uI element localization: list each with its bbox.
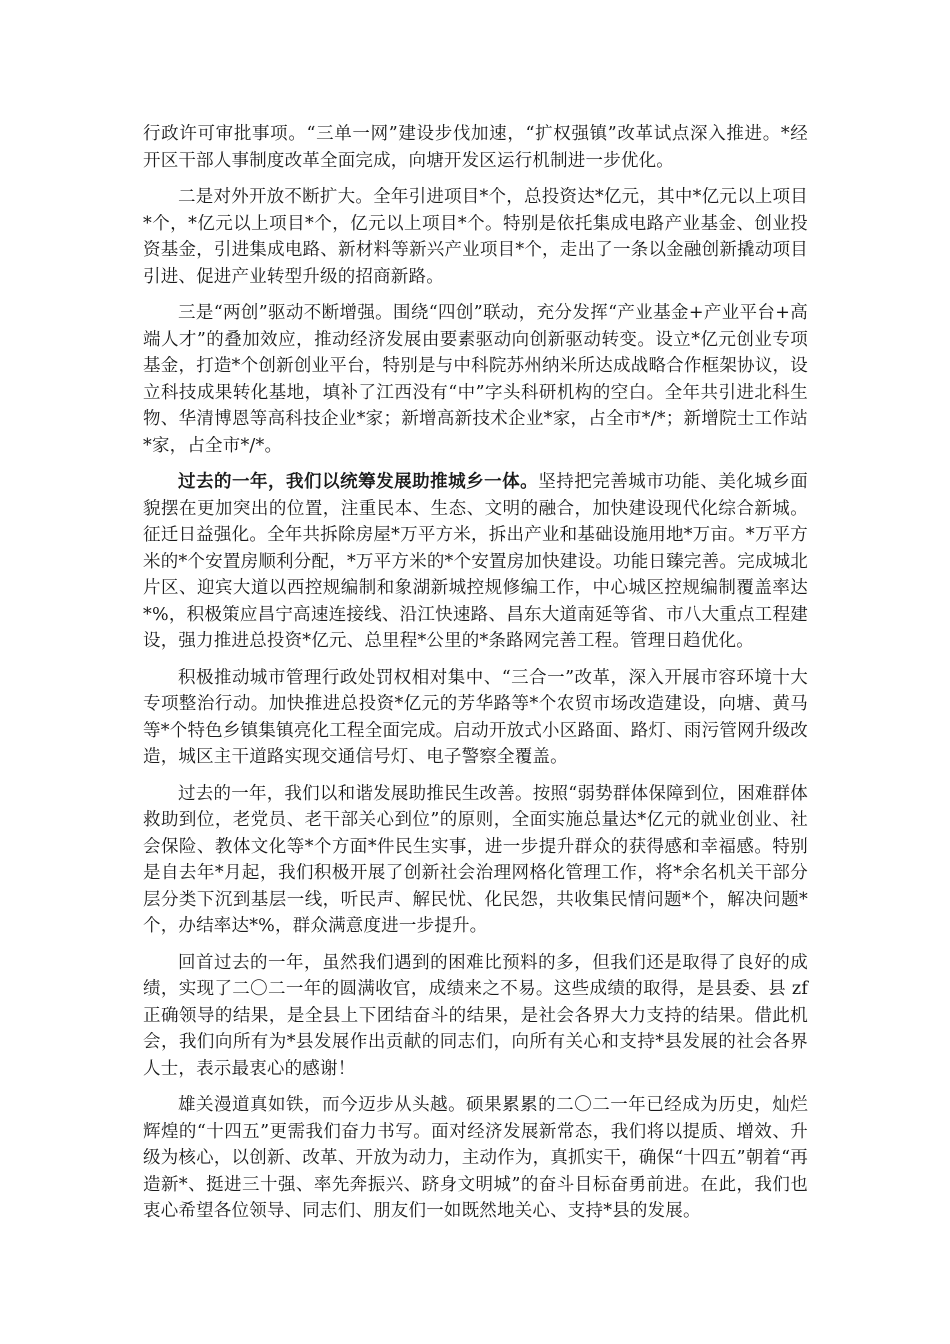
- paragraph-8: [143, 1092, 808, 1225]
- paragraph-text: 雄关漫道真如铁，而今迈步从头越。硕果累累的二〇二一年已经成为历史，灿烂辉煌的“十四五”更需我们奋力书写。面对经济发展新常态，我们将以提质、增效、升级为核心，以创新、改革、开放为动力，主动作为，真抓实干，确保“十四五”朝着“再造新*、挺进三十强、率先奔振兴、跻身文明城”的奋斗目标奋勇前进。在此，我们也衷心希望各位领导、同志们、朋友们一如既然地关心、支持*县的发展。: [143, 1095, 808, 1221]
- paragraph-4: [143, 469, 808, 655]
- paragraph-2: [143, 184, 808, 290]
- paragraph-5: [143, 665, 808, 771]
- paragraph-6: [143, 781, 808, 940]
- paragraph-lead-heading: 过去的一年，我们以统筹发展助推城乡一体。: [178, 472, 539, 492]
- paragraph-1: [143, 121, 808, 174]
- paragraph-text: 二是对外开放不断扩大。全年引进项目*个，总投资达*亿元，其中*亿元以上项目*个，*亿元以上项目*个，亿元以上项目*个。特别是依托集成电路产业基金、创业投资基金，引进集成电路、新材料等新兴产业项目*个，走出了一条以金融创新撬动项目引进、促进产业转型升级的招商新路。: [143, 187, 808, 287]
- paragraph-text: 行政许可审批事项。“三单一网”建设步伐加速，“扩权强镇”改革试点深入推进。*经开区干部人事制度改革全面完成，向塘开发区运行机制进一步优化。: [143, 124, 808, 171]
- paragraph-text: 过去的一年，我们以和谐发展助推民生改善。按照“弱势群体保障到位，困难群体救助到位，老党员、老干部关心到位”的原则，全面实施总量达*亿元的就业创业、社会保险、教体文化等*个方面*件民生实事，进一步提升群众的获得感和幸福感。特别是自去年*月起，我们积极开展了创新社会治理网格化管理工作，将*余名机关干部分层分类下沉到基层一线，听民声、解民忧、化民怨，共收集民情问题*个，解决问题*个，办结率达*%，群众满意度进一步提升。: [143, 783, 808, 936]
- paragraph-text: 三是“两创”驱动不断增强。围绕“四创”联动，充分发挥“产业基金+产业平台+高端人才”的叠加效应，推动经济发展由要素驱动向创新驱动转变。设立*亿元创业专项基金，打造*个创新创业平台，特别是与中科院苏州纳米所达成战略合作框架协议，设立科技成果转化基地，填补了江西没有“中”字头科研机构的空白。全年共引进北科生物、华清博恩等高科技企业*家；新增高新技术企业*家，占全市*/*；新增院士工作站*家，占全市*/*。: [143, 303, 808, 456]
- paragraph-3: [143, 300, 808, 459]
- paragraph-text: 积极推动城市管理行政处罚权相对集中、“三合一”改革，深入开展市容环境十大专项整治行动。加快推进总投资*亿元的芳华路等*个农贸市场改造建设，向塘、黄马等*个特色乡镇集镇亮化工程全面完成。启动开放式小区路面、路灯、雨污管网升级改造，城区主干道路实现交通信号灯、电子警察全覆盖。: [143, 667, 808, 767]
- paragraph-text: 回首过去的一年，虽然我们遇到的困难比预料的多，但我们还是取得了良好的成绩，实现了二〇二一年的圆满收官，成绩来之不易。这些成绩的取得，是县委、县 zf 正确领导的结果，是全县上下团结奋斗的结果，是社会各界大力支持的结果。借此机会，我们向所有为*县发展作出贡献的同志们，向所有关心和支持*县发展的社会各界人士，表示最衷心的感谢！: [143, 952, 808, 1079]
- document-body: [143, 121, 808, 1235]
- paragraph-text: 坚持把完善城市功能、美化城乡面貌摆在更加突出的位置，注重民本、生态、文明的融合，加快建设现代化综合新城。征迁日益强化。全年共拆除房屋*万平方米，拆出产业和基础设施用地*万亩。*万平方米的*个安置房顺利分配，*万平方米的*个安置房加快建设。功能日臻完善。完成城北片区、迎宾大道以西控规编制和象湖新城控规修编工作，中心城区控规编制覆盖率达*%，积极策应昌宁高速连接线、沿江快速路、昌东大道南延等省、市八大重点工程建设，强力推进总投资*亿元、总里程*公里的*条路网完善工程。管理日趋优化。: [143, 472, 809, 651]
- paragraph-7: [143, 950, 808, 1083]
